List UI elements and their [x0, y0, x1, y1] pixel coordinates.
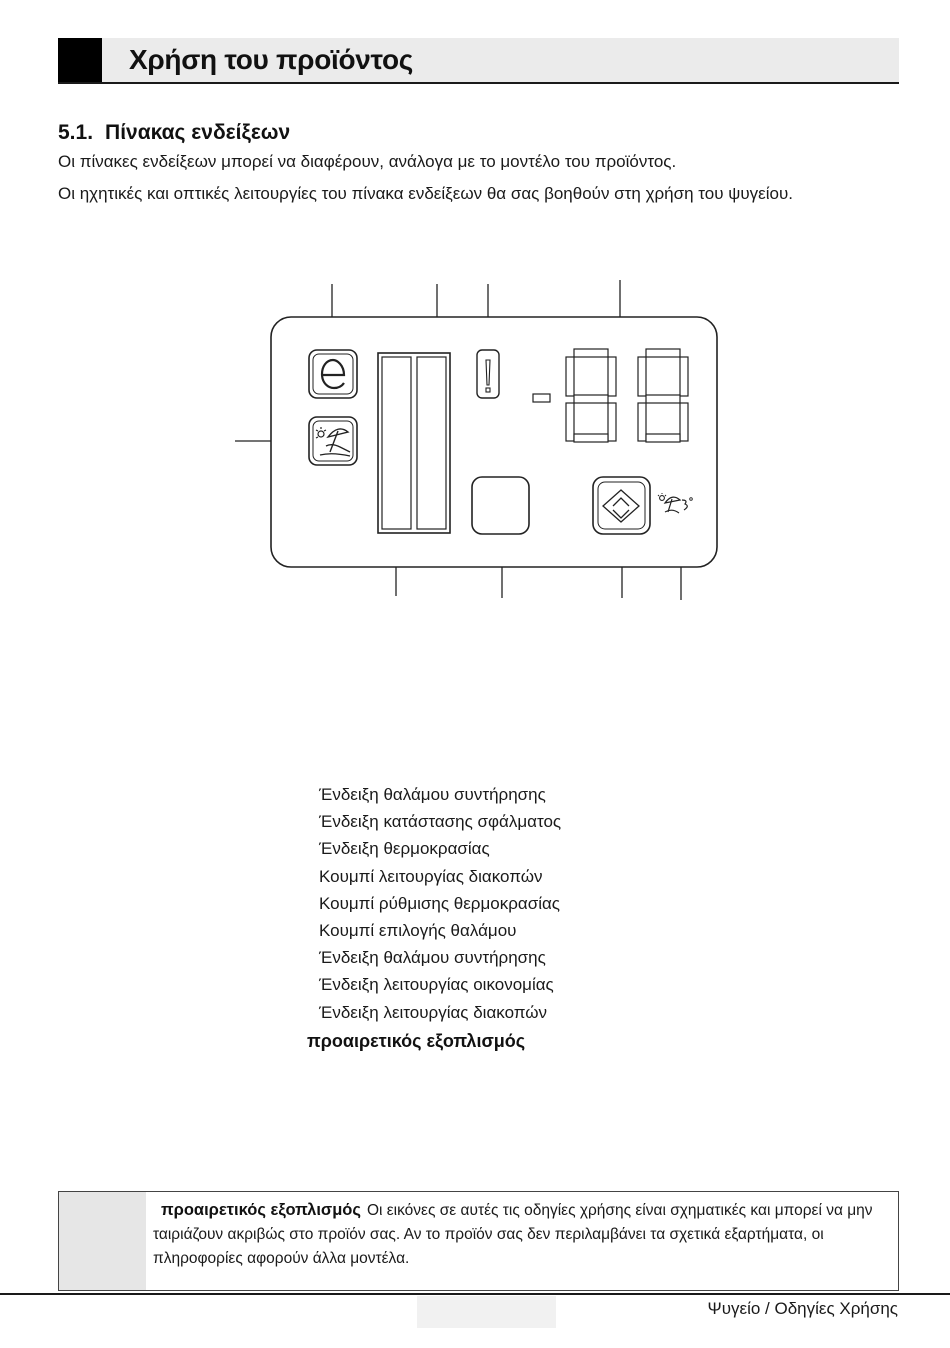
- eco-mode-icon[interactable]: [309, 350, 357, 398]
- section-number: 5.1.: [58, 121, 94, 144]
- note-box: [58, 1191, 899, 1291]
- legend-item: Ένδειξη θαλάμου συντήρησης: [319, 785, 546, 804]
- note-text: [153, 1198, 891, 1271]
- legend-item: Κουμπί λειτουργίας διακοπών: [319, 866, 543, 886]
- up-down-arrows-icon[interactable]: [593, 477, 650, 534]
- intro-paragraph-1: Οι πίνακες ενδείξεων μπορεί να διαφέρουν, ανάλογα με το μοντέλο του προϊόντος.: [58, 152, 677, 171]
- legend-item: Κουμπί επιλογής θαλάμου: [319, 920, 517, 940]
- legend-item: Ένδειξη λειτουργίας διακοπών: [319, 1002, 548, 1022]
- compartment-indicator-bars: [378, 353, 450, 533]
- panel-legend: [319, 784, 561, 1029]
- note-side-panel: [59, 1192, 146, 1290]
- chapter-title: Χρήση του προϊόντος: [129, 44, 414, 75]
- footer-title: Ψυγείο / Οδηγίες Χρήσης: [707, 1299, 898, 1318]
- page-number-box: [417, 1296, 556, 1328]
- legend-item: Κουμπί ρύθμισης θερμοκρασίας: [319, 893, 561, 913]
- section-title: Πίνακας ενδείξεων: [105, 121, 291, 144]
- intro-paragraph-2: Οι ηχητικές και οπτικές λειτουργίες του πίνακα ενδείξεων θα σας βοηθούν στη χρήση του ψυγείου.: [58, 184, 793, 203]
- compartment-select-button[interactable]: [472, 477, 529, 534]
- exclamation-alert-icon: [477, 350, 499, 398]
- note-body: Οι εικόνες σε αυτές τις οδηγίες χρήσης είναι σχηματικές και μπορεί να μην ταιριάζουν ακριβώς στο προϊόν σας. Αν το προϊόν σας δεν περιλαμβάνει τα σχετικά εξαρτήματα, οι πληροφορίες αφορούν άλλα μοντέλα.: [153, 1202, 873, 1267]
- legend-item: Ένδειξη λειτουργίας οικονομίας: [319, 975, 554, 995]
- legend-item: Ένδειξη κατάστασης σφάλματος: [319, 812, 562, 832]
- optional-equipment-label: προαιρετικός εξοπλισμός: [307, 1031, 526, 1051]
- note-bold-label: προαιρετικός εξοπλισμός: [161, 1201, 361, 1219]
- vacation-beach-icon[interactable]: [309, 417, 357, 465]
- legend-item: Ένδειξη θερμοκρασίας: [319, 839, 490, 859]
- display-minus-segment: [533, 394, 550, 402]
- footer-divider: [0, 1293, 950, 1295]
- legend-item: Ένδειξη θαλάμου συντήρησης: [319, 948, 546, 968]
